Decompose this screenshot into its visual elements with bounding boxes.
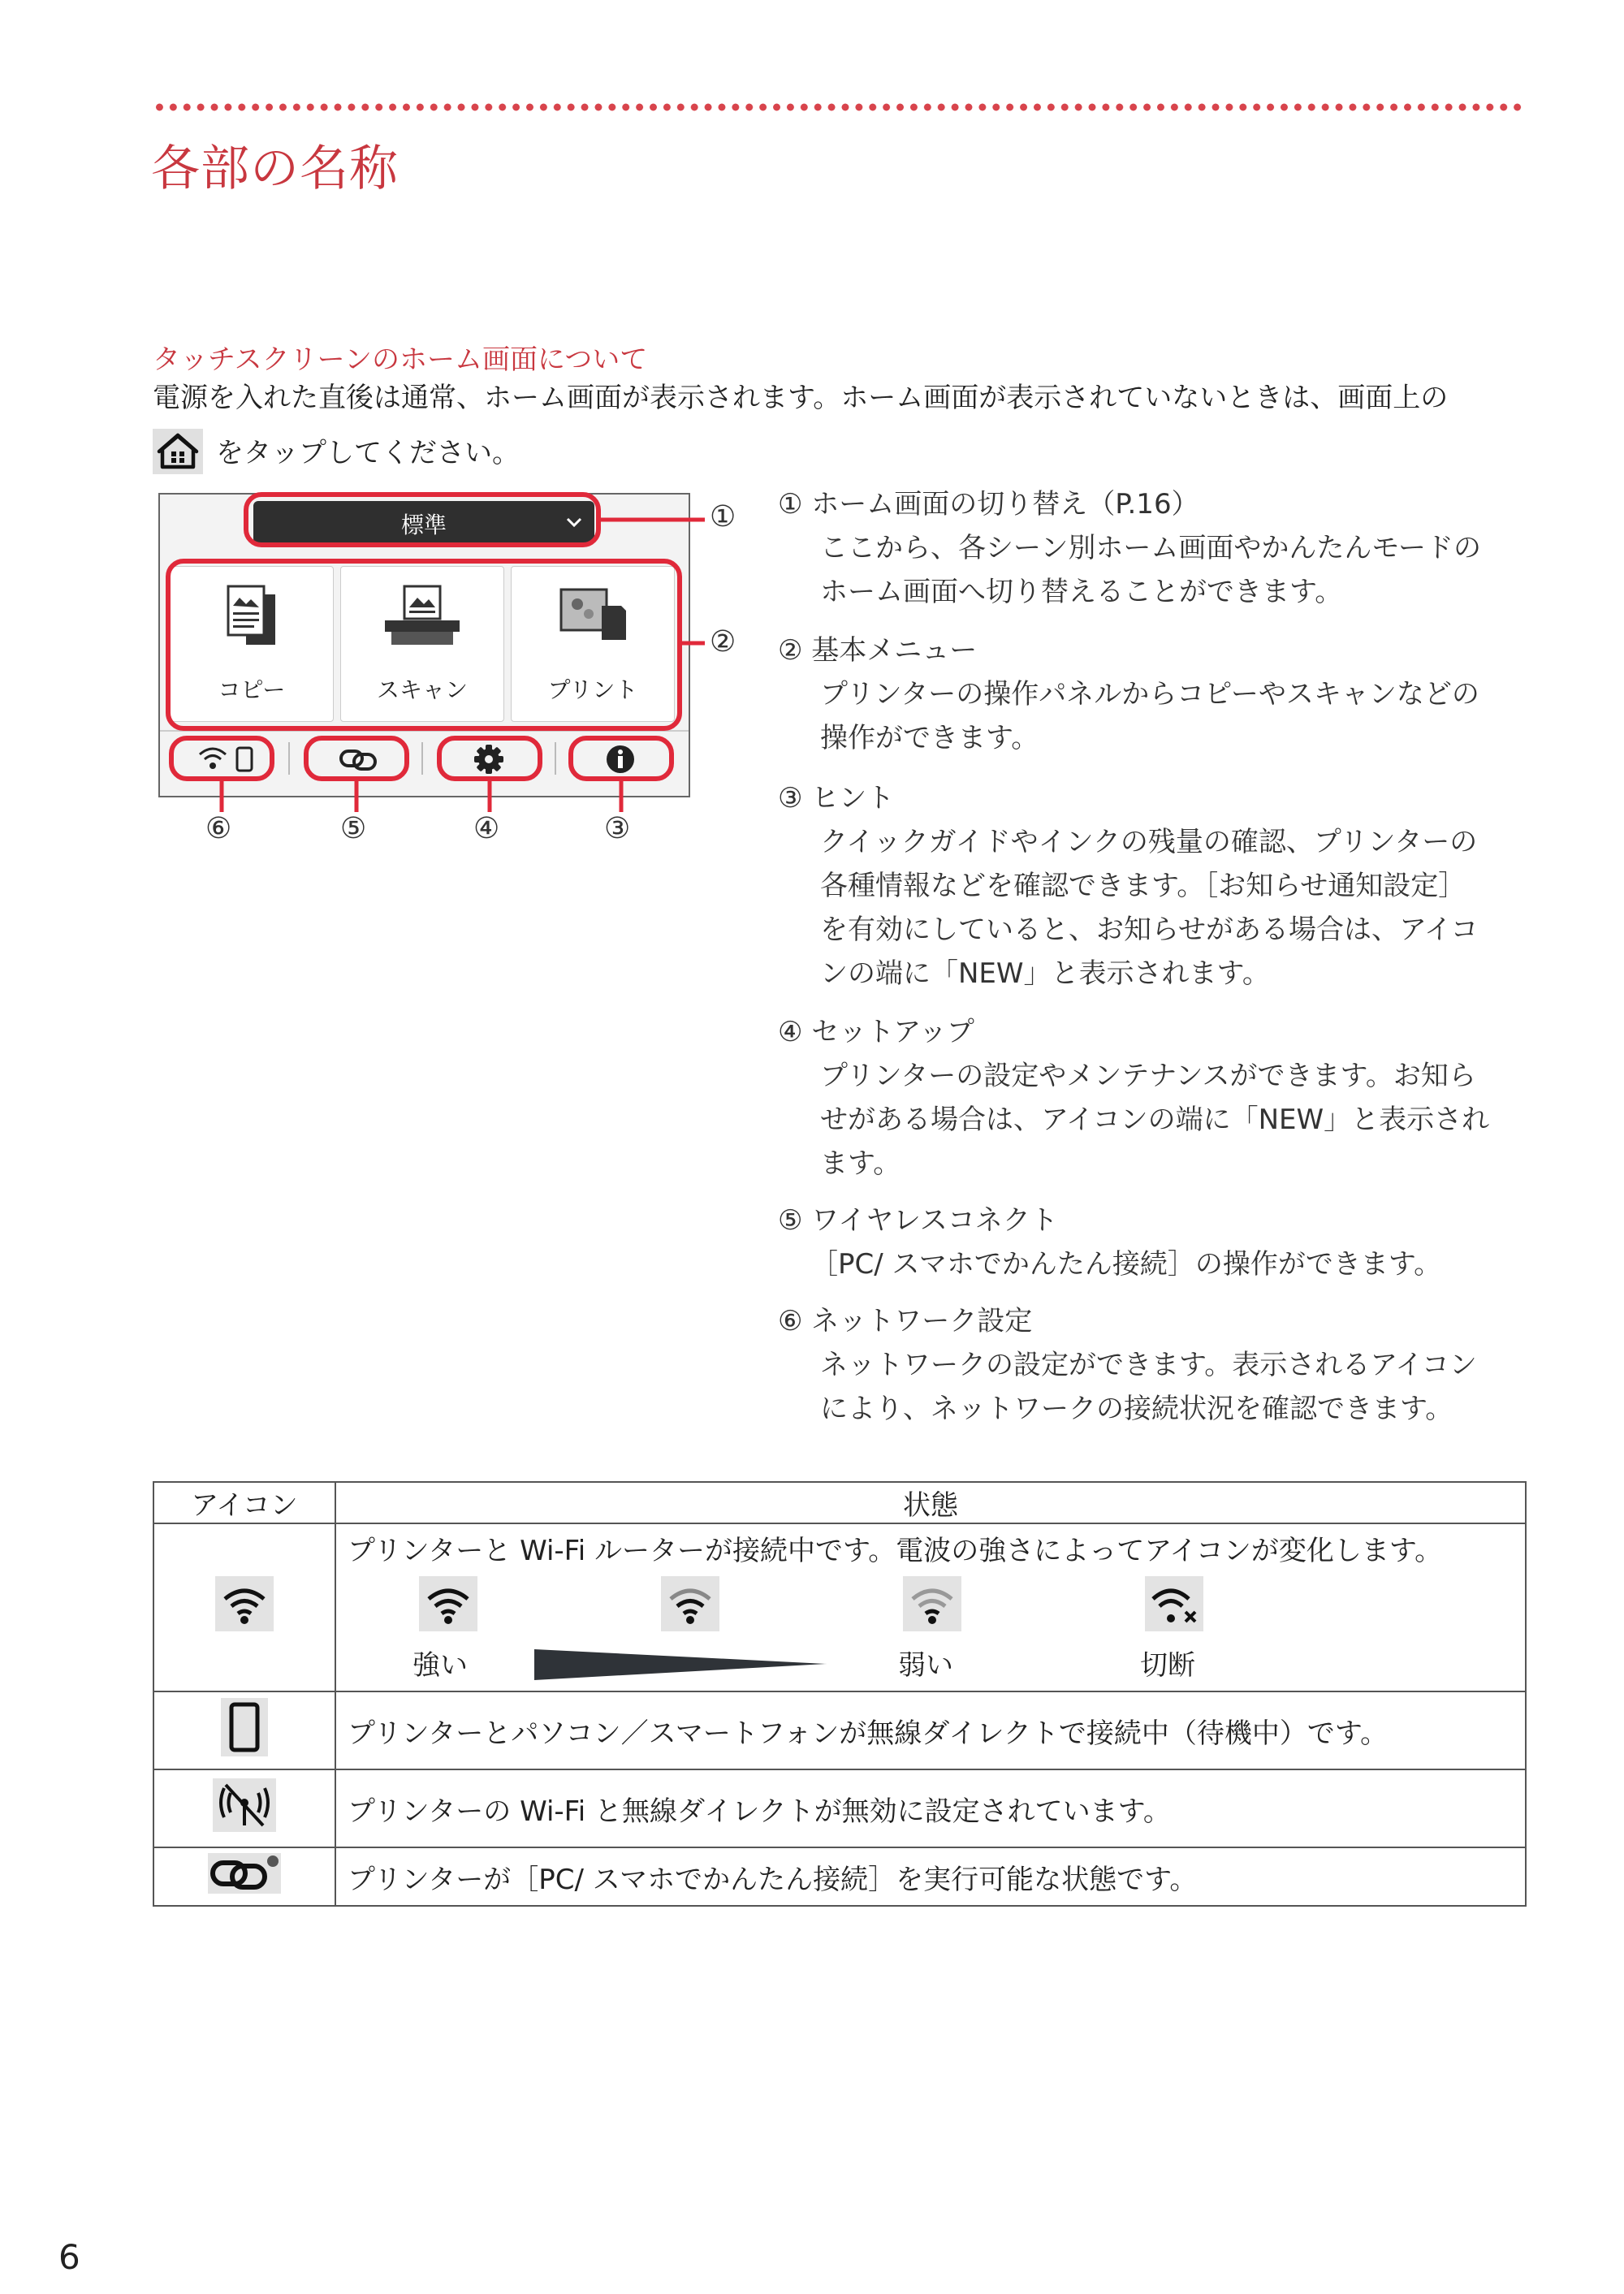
- desc-number: ⑥: [778, 1305, 803, 1337]
- wifi-disconnected-icon: [1145, 1576, 1203, 1631]
- desc-body: プリンターの操作パネルからコピーやスキャンなどの: [820, 678, 1479, 711]
- smartphone-icon: [221, 1698, 268, 1756]
- level-label-strong: 強い: [412, 1649, 468, 1682]
- level-label-disconnected: 切断: [1140, 1649, 1195, 1682]
- desc-title: ワイヤレスコネクト: [811, 1204, 1058, 1237]
- desc-body: せがある場合は、アイコンの端に「NEW」と表示され: [820, 1104, 1490, 1136]
- page-title: 各部の名称: [151, 140, 399, 197]
- table-row: [153, 1769, 1526, 1847]
- link-icon: [208, 1853, 281, 1894]
- icon-status-table: [153, 1481, 1527, 1907]
- desc-body: 操作ができます。: [820, 722, 1039, 754]
- table-header-row: [153, 1482, 1526, 1523]
- description-1: [778, 482, 1481, 614]
- wifi-weak-icon: [903, 1576, 961, 1631]
- desc-number: ④: [778, 1016, 803, 1048]
- callout-number-5: ⑤: [340, 812, 367, 845]
- wifi-icon: [215, 1576, 274, 1631]
- signal-strength-wedge: [534, 1648, 827, 1682]
- menu-label: コピー: [218, 676, 286, 703]
- status-text: プリンターと Wi-Fi ルーターが接続中です。電波の強さによってアイコンが変化します。: [348, 1535, 1443, 1567]
- desc-title: ヒント: [811, 782, 895, 814]
- desc-number: ⑤: [778, 1204, 803, 1237]
- desc-body: ネットワークの設定ができます。表示されるアイコン: [820, 1349, 1477, 1381]
- status-text: プリンターが［PC/ スマホでかんたん接続］を実行可能な状態です。: [335, 1847, 1526, 1906]
- intro-line-1: 電源を入れた直後は通常、ホーム画面が表示されます。ホーム画面が表示されていないときは、画面上の: [153, 382, 1449, 414]
- menu-label: スキャン: [376, 676, 468, 703]
- level-label-weak: 弱い: [898, 1649, 953, 1682]
- wireless-disabled-icon: [213, 1778, 276, 1832]
- desc-body: ホーム画面へ切り替えることができます。: [820, 576, 1343, 608]
- description-2: [778, 629, 1479, 760]
- desc-body: ます。: [820, 1147, 901, 1180]
- callout-number-4: ④: [473, 812, 500, 845]
- desc-title: セットアップ: [811, 1016, 974, 1048]
- desc-body: プリンターの設定やメンテナンスができます。お知ら: [820, 1060, 1476, 1092]
- table-header: アイコン: [153, 1482, 335, 1523]
- description-5: [778, 1199, 1441, 1286]
- desc-title: ホーム画面の切り替え（P.16）: [811, 488, 1199, 521]
- callout-number-6: ⑥: [205, 812, 232, 845]
- table-row: [153, 1523, 1526, 1691]
- desc-body: により、ネットワークの接続状況を確認できます。: [820, 1393, 1453, 1425]
- section-subtitle: タッチスクリーンのホーム画面について: [153, 343, 648, 376]
- callout-number-1: ①: [710, 500, 736, 534]
- description-3: [778, 776, 1479, 996]
- table-row: [153, 1691, 1526, 1769]
- desc-body: 各種情報などを確認できます。［お知らせ通知設定］: [820, 870, 1466, 902]
- desc-body: クイックガイドやインクの残量の確認、プリンターの: [820, 826, 1478, 858]
- desc-number: ①: [778, 488, 803, 521]
- callout-number-2: ②: [710, 625, 736, 659]
- page-number: 6: [58, 2237, 80, 2277]
- description-6: [778, 1299, 1477, 1431]
- status-text: プリンターとパソコン／スマートフォンが無線ダイレクトで接続中（待機中）です。: [335, 1691, 1526, 1769]
- desc-title: ネットワーク設定: [811, 1305, 1033, 1337]
- desc-body: ここから、各シーン別ホーム画面やかんたんモードの: [820, 532, 1481, 564]
- table-header: 状態: [335, 1482, 1526, 1523]
- desc-number: ③: [778, 782, 803, 814]
- intro-line-2: をタップしてください。: [216, 437, 520, 469]
- wifi-medium-icon: [661, 1576, 719, 1631]
- mode-dropdown-label: 標準: [400, 512, 447, 538]
- desc-body: ［PC/ スマホでかんたん接続］の操作ができます。: [810, 1248, 1442, 1281]
- callout-number-3: ③: [604, 812, 631, 845]
- description-4: [778, 1010, 1489, 1186]
- desc-body: ンの端に「NEW」と表示されます。: [820, 957, 1270, 990]
- wifi-strong-icon: [419, 1576, 477, 1631]
- desc-number: ②: [778, 634, 803, 667]
- table-row: [153, 1847, 1526, 1906]
- desc-title: 基本メニュー: [811, 634, 978, 667]
- status-text: プリンターの Wi-Fi と無線ダイレクトが無効に設定されています。: [335, 1769, 1526, 1847]
- desc-body: を有効にしていると、お知らせがある場合は、アイコ: [820, 914, 1479, 946]
- menu-label: プリント: [547, 676, 638, 703]
